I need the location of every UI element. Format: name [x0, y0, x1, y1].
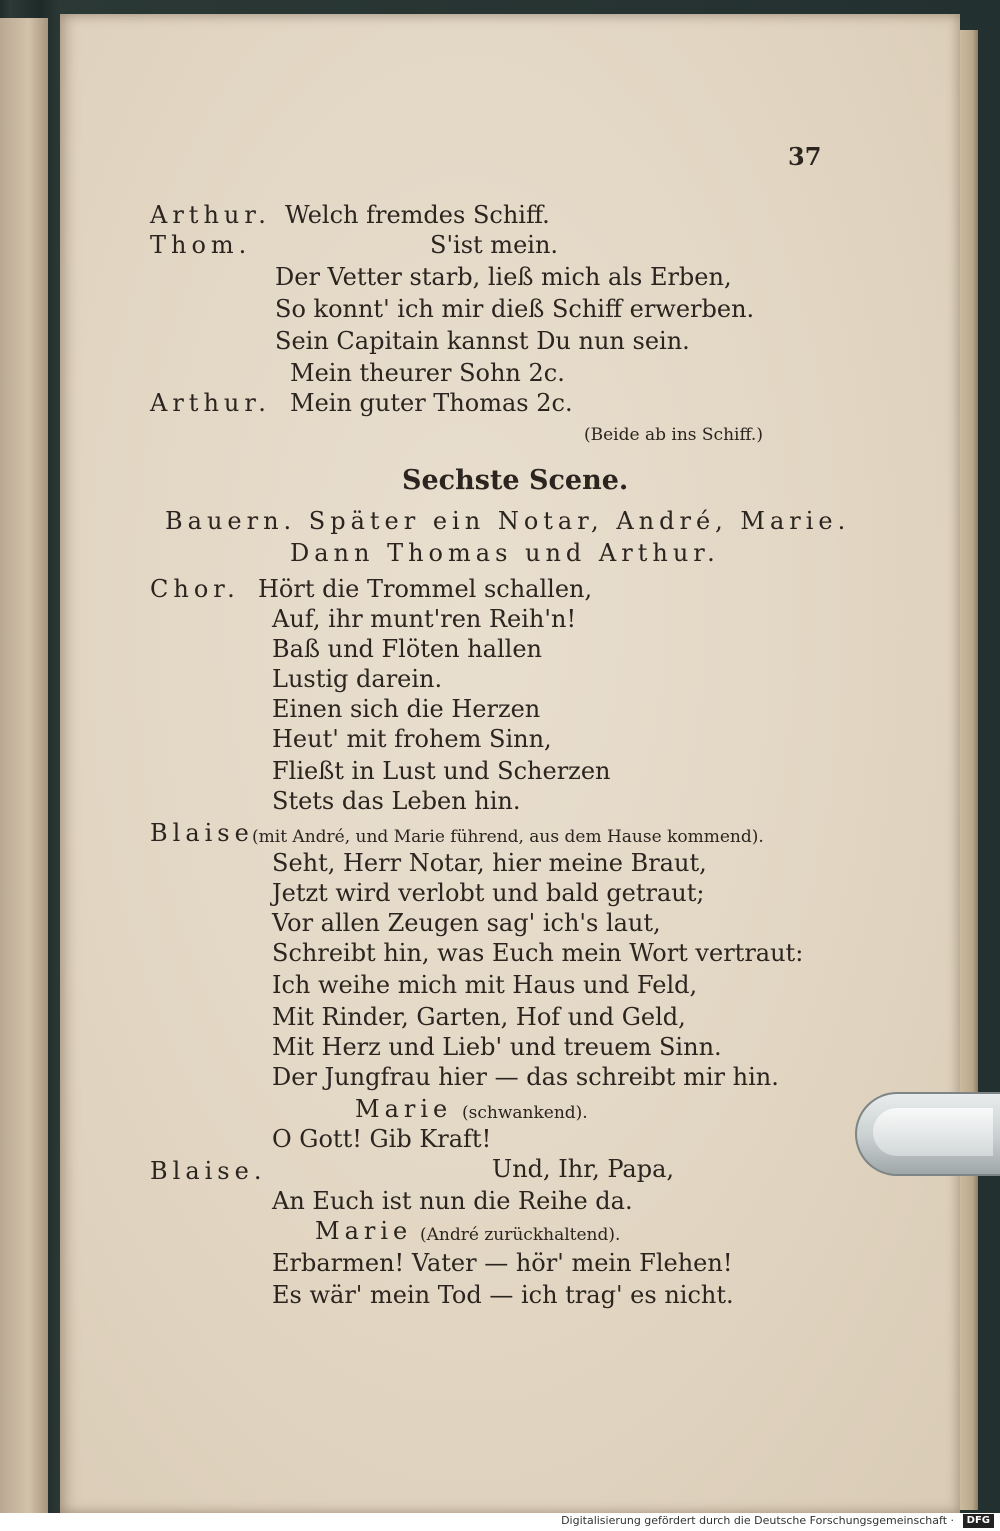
scene-title: Sechste Scene.	[402, 465, 629, 496]
scene-cast: Dann Thomas und Arthur.	[290, 539, 720, 567]
dialogue-line: Der Vetter starb, ließ mich als Erben,	[275, 263, 732, 291]
verse-line: Seht, Herr Notar, hier meine Braut,	[272, 849, 707, 877]
speaker-arthur: Arthur.	[150, 389, 271, 417]
verse-line: Vor allen Zeugen sag' ich's laut,	[272, 909, 661, 937]
verse-line: Erbarmen! Vater — hör' mein Flehen!	[272, 1249, 733, 1277]
verse-line: Schreibt hin, was Euch mein Wort vertraut:	[272, 939, 804, 967]
verse-line: Es wär' mein Tod — ich trag' es nicht.	[272, 1281, 734, 1309]
verse-line: Baß und Flöten hallen	[272, 635, 542, 663]
stage-direction: (André zurückhaltend).	[420, 1225, 621, 1245]
left-page-edge	[0, 18, 48, 1513]
digitization-footer	[0, 1513, 1000, 1531]
verse-line: Und, Ihr, Papa,	[492, 1155, 675, 1183]
verse-line: Ich weihe mich mit Haus und Feld,	[272, 971, 698, 999]
dfg-logo: DFG	[963, 1514, 994, 1528]
verse-line: Der Jungfrau hier — das schreibt mir hin.	[272, 1063, 779, 1091]
verse-line: Lustig darein.	[272, 665, 443, 693]
stage-direction: (mit André, und Marie führend, aus dem Hause kommend).	[252, 827, 764, 847]
verse-line: O Gott! Gib Kraft!	[272, 1125, 492, 1153]
speaker-blaise: Blaise	[150, 819, 254, 847]
verse-line: Hört die Trommel schallen,	[258, 575, 593, 603]
dialogue-line: Mein theurer Sohn 2c.	[290, 359, 565, 387]
verse-line: Mit Herz und Lieb' und treuem Sinn.	[272, 1033, 722, 1061]
dialogue-line: S'ist mein.	[430, 231, 559, 259]
dialogue-line: Welch fremdes Schiff.	[285, 201, 550, 229]
speaker-chor: Chor.	[150, 575, 240, 603]
verse-line: An Euch ist nun die Reihe da.	[272, 1187, 633, 1215]
footer-credit: Digitalisierung gefördert durch die Deutsche Forschungsgemeinschaft ·	[561, 1514, 954, 1527]
verse-line: Einen sich die Herzen	[272, 695, 541, 723]
verse-line: Jetzt wird verlobt und bald getraut;	[272, 879, 705, 907]
page-number: 37	[788, 142, 822, 171]
dialogue-line: Sein Capitain kannst Du nun sein.	[275, 327, 690, 355]
clamp-highlight	[873, 1108, 993, 1156]
stage-direction: (schwankend).	[462, 1103, 588, 1123]
verse-line: Auf, ihr munt'ren Reih'n!	[272, 605, 577, 633]
page-stack-edge	[960, 30, 978, 1510]
verse-line: Heut' mit frohem Sinn,	[272, 725, 552, 753]
speaker-marie: Marie	[355, 1095, 453, 1123]
speaker-arthur: Arthur.	[150, 201, 271, 229]
scene-cast: Bauern. Später ein Notar, André, Marie.	[165, 507, 851, 535]
verse-line: Fließt in Lust und Scherzen	[272, 757, 611, 785]
dialogue-line: So konnt' ich mir dieß Schiff erwerben.	[275, 295, 755, 323]
verse-line: Mit Rinder, Garten, Hof und Geld,	[272, 1003, 686, 1031]
speaker-blaise: Blaise.	[150, 1157, 267, 1185]
dialogue-line: Mein guter Thomas 2c.	[290, 389, 573, 417]
scanner-clamp	[855, 1092, 1000, 1176]
verse-line: Stets das Leben hin.	[272, 787, 521, 815]
stage-direction: (Beide ab ins Schiff.)	[584, 425, 763, 445]
speaker-thom: Thom.	[150, 231, 252, 259]
speaker-marie: Marie	[315, 1217, 413, 1245]
